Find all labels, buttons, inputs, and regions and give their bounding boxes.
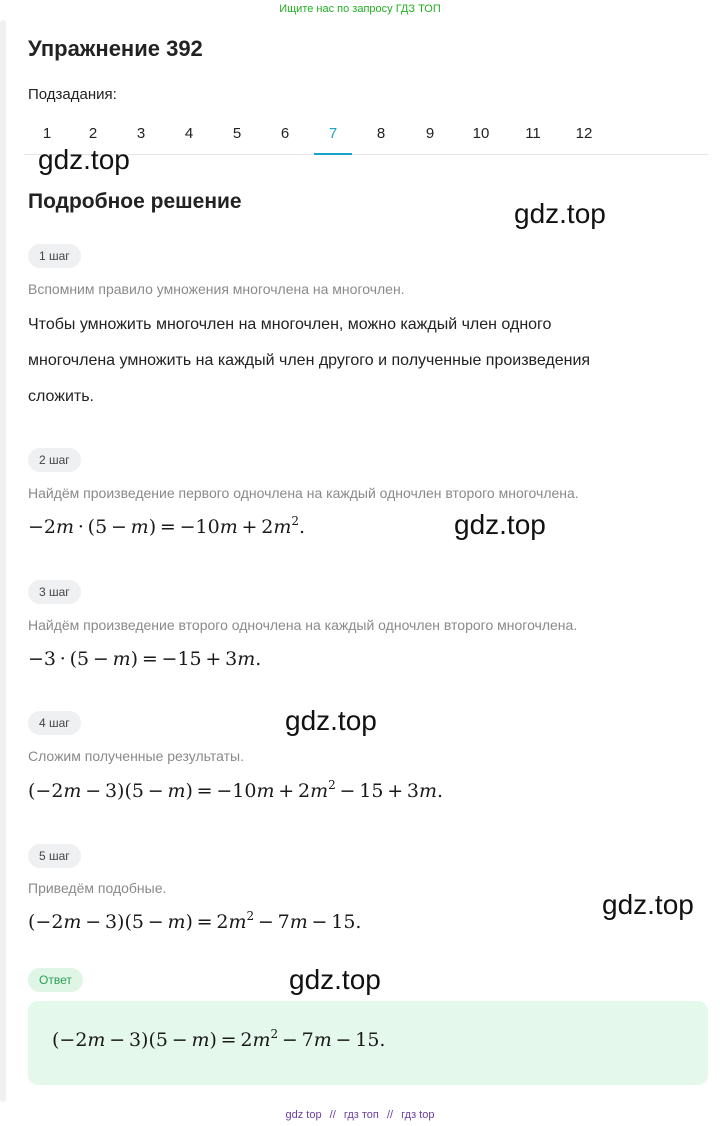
footer-link[interactable]: гдз топ xyxy=(343,1109,379,1121)
step-4-formula: (−2m − 3)(5 − m) = −10m + $2m^2$ − 15 + 3m. xyxy=(28,778,444,802)
step-3-label: 3 шаг xyxy=(28,580,81,604)
watermark: gdz.top xyxy=(602,889,694,920)
content-card xyxy=(10,20,716,1102)
left-strip xyxy=(0,20,6,1102)
watermark: gdz.top xyxy=(289,964,381,995)
step-5-label: 5 шаг xyxy=(28,844,81,868)
footer-link[interactable]: gdz top xyxy=(285,1109,322,1121)
watermark: gdz.top xyxy=(285,705,377,736)
step-4-label: 4 шаг xyxy=(28,711,81,735)
tab-12[interactable]: 12 xyxy=(575,125,593,142)
answer-formula: (−2m − 3)(5 − m) = $2m^2$ − 7m − 15. xyxy=(52,1027,386,1051)
footer-link[interactable]: гдз top xyxy=(401,1109,435,1121)
watermark: gdz.top xyxy=(38,144,130,175)
tab-5[interactable]: 5 xyxy=(232,125,242,142)
tab-7[interactable]: 7 xyxy=(314,118,352,155)
tab-3[interactable]: 3 xyxy=(136,125,146,142)
watermark: gdz.top xyxy=(454,509,546,540)
step-1-text-line: многочлена умножить на каждый член другого и полученные произведения xyxy=(28,352,591,369)
footer-separator: // xyxy=(329,1109,336,1121)
answer-box xyxy=(28,1001,708,1085)
step-1-hint: Вспомним правило умножения многочлена на многочлен. xyxy=(28,281,405,297)
step-3-hint: Найдём произведение второго одночлена на каждый одночлен второго многочлена. xyxy=(28,617,578,633)
tab-10[interactable]: 10 xyxy=(472,125,490,142)
step-1-text-line: сложить. xyxy=(28,388,94,405)
page-title: Упражнение 392 xyxy=(28,36,203,61)
footer-separator: // xyxy=(386,1109,394,1121)
step-1-label: 1 шаг xyxy=(28,244,81,268)
step-2-label: 2 шаг xyxy=(28,448,81,472)
tab-6[interactable]: 6 xyxy=(280,125,290,142)
footer-links xyxy=(0,1106,720,1124)
step-2-hint: Найдём произведение первого одночлена на каждый одночлен второго многочлена. xyxy=(28,485,579,501)
step-2-formula: −2m · (5 − m) = −10m + $2m^2$. xyxy=(28,514,306,538)
tab-1[interactable]: 1 xyxy=(42,125,52,142)
watermark: gdz.top xyxy=(514,198,606,229)
subtasks-label: Подзадания: xyxy=(28,86,117,103)
top-banner[interactable]: Ищите нас по запросу ГДЗ ТОП xyxy=(279,3,441,15)
answer-label: Ответ xyxy=(28,968,83,992)
step-5-formula: (−2m − 3)(5 − m) = $2m^2$ − 7m − 15. xyxy=(28,909,362,933)
tab-4[interactable]: 4 xyxy=(184,125,194,142)
tab-11[interactable]: 11 xyxy=(525,125,541,142)
solution-heading: Подробное решение xyxy=(28,190,242,213)
step-5-hint: Приведём подобные. xyxy=(28,880,167,896)
tab-2[interactable]: 2 xyxy=(88,125,98,142)
tab-9[interactable]: 9 xyxy=(425,125,435,142)
tab-8[interactable]: 8 xyxy=(376,125,386,142)
step-3-formula: −3 · (5 − m) = −15 + 3m. xyxy=(28,648,262,670)
step-1-text-line: Чтобы умножить многочлен на многочлен, можно каждый член одного xyxy=(28,316,552,333)
step-1-text xyxy=(28,307,688,415)
step-4-hint: Сложим полученные результаты. xyxy=(28,748,244,764)
